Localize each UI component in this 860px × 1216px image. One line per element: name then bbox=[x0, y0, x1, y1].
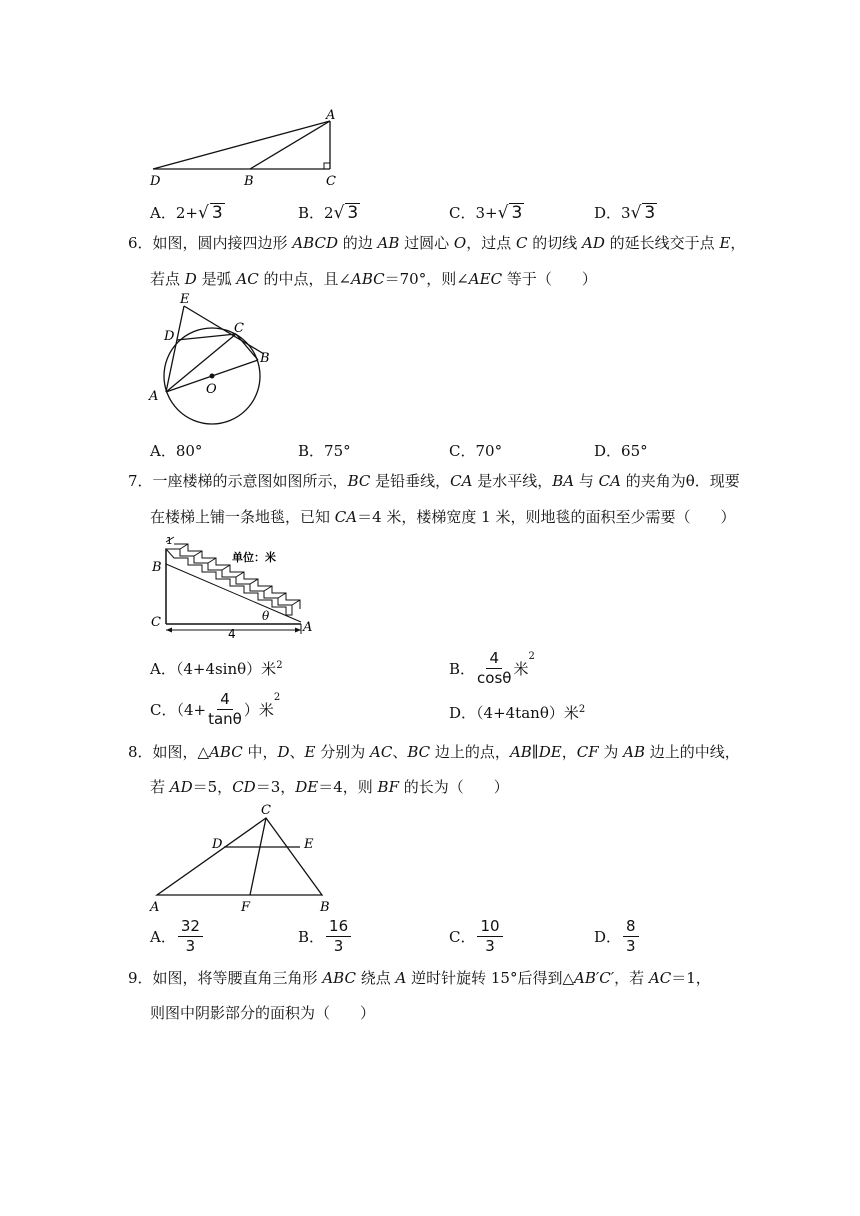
q8-label-b: B bbox=[320, 900, 330, 915]
q7-label-one: 1 bbox=[166, 536, 173, 547]
q6-label-a: A bbox=[149, 389, 159, 404]
q7-stem-line2: 在楼梯上铺一条地毯，已知 CA＝4 米，楼梯宽度 1 米，则地毯的面积至少需要（ ） bbox=[150, 508, 736, 526]
q7-label-theta: θ bbox=[262, 609, 270, 623]
q5-option-b[interactable]: B．2√ 3 bbox=[298, 203, 359, 223]
q9-stem-line1: 9．如图，将等腰直角三角形 ABC 绕点 A 逆时针旋转 15°后得到△AB′C′，若 AC＝1， bbox=[128, 969, 711, 987]
q6-option-c[interactable]: C．70° bbox=[449, 442, 503, 460]
q5-option-c[interactable]: C．3+√ 3 bbox=[449, 203, 523, 223]
q8-stem-line2: 若 AD＝5，CD＝3，DE＝4，则 BF 的长为（ ） bbox=[150, 778, 509, 796]
q8-option-a[interactable]: A． $\frac{32}{3}$ bbox=[150, 919, 205, 954]
q7-option-a[interactable]: A．（4+4sinθ）米$^2$ bbox=[150, 660, 283, 678]
q6-option-a[interactable]: A．80° bbox=[150, 442, 203, 460]
q5-figure bbox=[140, 105, 360, 190]
q5-label-c: C bbox=[326, 174, 336, 189]
q8-label-a: A bbox=[150, 900, 160, 915]
q5-label-a: A bbox=[326, 108, 336, 123]
q7-label-four: 4 bbox=[228, 627, 236, 641]
q6-option-b[interactable]: B．75° bbox=[298, 442, 351, 460]
q6-label-b: B bbox=[260, 351, 270, 366]
q6-label-e: E bbox=[180, 292, 190, 307]
q8-label-e: E bbox=[304, 837, 314, 852]
q5-label-b: B bbox=[244, 174, 254, 189]
q8-figure bbox=[140, 800, 350, 915]
q7-option-b[interactable]: B． $\frac{4}{\cos\theta}$ 米 $^2$ bbox=[449, 649, 535, 687]
q7-label-a: A bbox=[303, 620, 313, 635]
q8-label-d: D bbox=[212, 837, 223, 852]
q6-label-d: D bbox=[164, 329, 175, 344]
q6-stem-line1: 6．如图，圆内接四边形 ABCD 的边 AB 过圆心 O，过点 C 的切线 AD 的延长线交于点 E， bbox=[128, 234, 746, 252]
q7-stem-line1: 7．一座楼梯的示意图如图所示，BC 是铅垂线，CA 是水平线，BA 与 CA 的夹角为θ．现要 bbox=[128, 472, 740, 490]
q7-figure bbox=[146, 534, 326, 644]
q5-label-d: D bbox=[150, 174, 161, 189]
q8-option-c[interactable]: C． $\frac{10}{3}$ bbox=[449, 919, 505, 954]
q5-option-a[interactable]: A．2+√ 3 bbox=[150, 203, 223, 223]
q6-figure bbox=[140, 290, 280, 430]
q8-option-b[interactable]: B． $\frac{16}{3}$ bbox=[298, 919, 353, 954]
q7-label-c: C bbox=[151, 615, 161, 630]
q6-stem-line2: 若点 D 是弧 AC 的中点，且∠ABC＝70°，则∠AEC 等于（ ） bbox=[150, 270, 597, 288]
q7-unit-label: 单位：米 bbox=[232, 551, 276, 564]
q7-option-c[interactable]: C．（4+ $\frac{4}{\tan\theta}$ ）米 $^2$ bbox=[150, 690, 281, 728]
q5-option-d[interactable]: D．3√ 3 bbox=[594, 203, 656, 223]
q8-label-c: C bbox=[261, 803, 271, 818]
q6-label-o: O bbox=[206, 382, 217, 397]
q8-option-d[interactable]: D． $\frac{8}{3}$ bbox=[594, 919, 641, 954]
q8-label-f: F bbox=[241, 900, 251, 915]
q9-stem-line2: 则图中阴影部分的面积为（ ） bbox=[150, 1004, 376, 1022]
q8-stem-line1: 8．如图，△ABC 中，D、E 分别为 AC、BC 边上的点，AB∥DE，CF 为 AB 边上的中线， bbox=[128, 743, 740, 761]
q6-option-d[interactable]: D．65° bbox=[594, 442, 648, 460]
q6-label-c: C bbox=[234, 321, 244, 336]
q7-label-b: B bbox=[152, 560, 162, 575]
q7-option-d[interactable]: D．（4+4tanθ）米$^2$ bbox=[449, 704, 586, 722]
